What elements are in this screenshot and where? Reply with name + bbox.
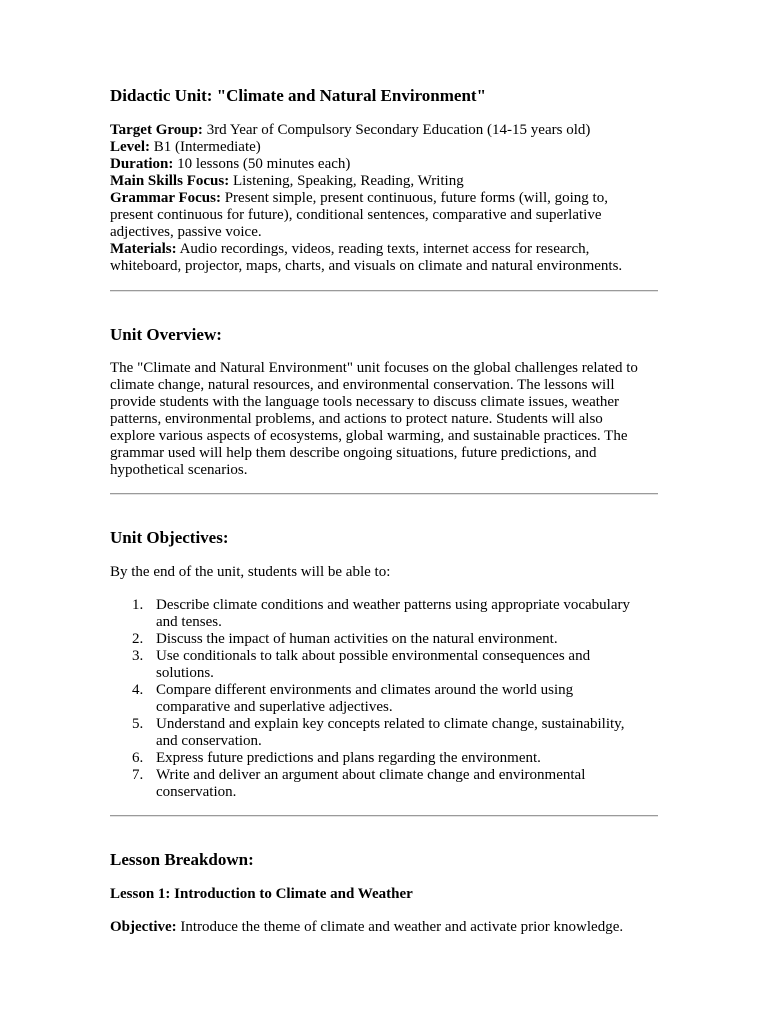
breakdown-heading: Lesson Breakdown: [110, 850, 254, 869]
meta-grammar-cont: adjectives, passive voice. [110, 224, 262, 240]
objective-text: Introduce the theme of climate and weather and activate prior knowledge. [180, 919, 624, 935]
list-item [110, 750, 658, 767]
meta-label: Materials: [110, 241, 177, 257]
paragraph-line: provide students with the language tools necessary to discuss climate issues, weather [110, 394, 620, 410]
list-item-text: and conservation. [156, 733, 262, 749]
list-item-text: Compare different environments and climates around the world using [156, 682, 574, 698]
meta-grammar [110, 190, 608, 207]
list-number: 3. [132, 648, 144, 664]
paragraph-line: patterns, environmental problems, and actions to protect nature. Students will also [110, 411, 603, 427]
list-item-text: solutions. [156, 665, 214, 681]
meta-level [110, 139, 261, 156]
paragraph-line: grammar used will help them describe ongoing situations, future predictions, and [110, 445, 597, 461]
section-divider [110, 493, 658, 495]
objectives-intro: By the end of the unit, students will be able to: [110, 564, 391, 580]
lesson-objective [110, 919, 623, 936]
meta-value: B1 (Intermediate) [153, 139, 261, 155]
paragraph-line: climate change, natural resources, and environmental conservation. The lessons will [110, 377, 615, 393]
list-item-text: Understand and explain key concepts related to climate change, sustainability, [156, 716, 625, 732]
meta-label: Grammar Focus: [110, 190, 221, 206]
list-item-text: Write and deliver an argument about climate change and environmental [156, 767, 586, 783]
list-number: 2. [132, 631, 144, 647]
meta-materials [110, 241, 589, 258]
list-number: 5. [132, 716, 144, 732]
objective-label: Objective: [110, 919, 177, 935]
list-item [110, 716, 658, 750]
meta-duration [110, 156, 350, 173]
list-item [110, 767, 658, 801]
meta-label: Main Skills Focus: [110, 173, 230, 189]
meta-label: Level: [110, 139, 150, 155]
meta-materials-cont: whiteboard, projector, maps, charts, and visuals on climate and natural environments. [110, 258, 623, 274]
paragraph-line: The "Climate and Natural Environment" unit focuses on the global challenges related to [110, 360, 638, 376]
list-item-text: Express future predictions and plans regarding the environment. [156, 750, 541, 766]
list-number: 7. [132, 767, 144, 783]
list-item-text: Use conditionals to talk about possible environmental consequences and [156, 648, 591, 664]
list-item-text: and tenses. [156, 614, 222, 630]
list-item-text: Discuss the impact of human activities on the natural environment. [156, 631, 558, 647]
list-number: 1. [132, 597, 144, 613]
meta-label: Target Group: [110, 122, 203, 138]
meta-target-group [110, 122, 590, 139]
objectives-list [110, 597, 658, 801]
list-item-text: conservation. [156, 784, 237, 800]
list-number: 4. [132, 682, 144, 698]
meta-value: Present simple, present continuous, future forms (will, going to, [224, 190, 608, 206]
meta-value: 10 lessons (50 minutes each) [177, 156, 351, 172]
document-title: Didactic Unit: "Climate and Natural Environment" [110, 86, 487, 105]
list-item [110, 631, 658, 648]
meta-label: Duration: [110, 156, 174, 172]
meta-value: Audio recordings, videos, reading texts, internet access for research, [179, 241, 590, 257]
meta-skills [110, 173, 464, 190]
list-item-text: comparative and superlative adjectives. [156, 699, 393, 715]
paragraph-line: hypothetical scenarios. [110, 462, 248, 478]
objectives-heading: Unit Objectives: [110, 528, 229, 547]
lesson-title: Lesson 1: Introduction to Climate and Weather [110, 886, 413, 902]
overview-paragraph [110, 360, 658, 479]
list-item [110, 682, 658, 716]
overview-heading: Unit Overview: [110, 325, 222, 344]
list-item-text: Describe climate conditions and weather patterns using appropriate vocabulary [156, 597, 630, 613]
paragraph-line: explore various aspects of ecosystems, global warming, and sustainable practices. The [110, 428, 628, 444]
meta-value: 3rd Year of Compulsory Secondary Education (14-15 years old) [206, 122, 591, 138]
meta-value: Listening, Speaking, Reading, Writing [232, 173, 464, 189]
meta-grammar-cont: present continuous for future), conditional sentences, comparative and superlative [110, 207, 602, 223]
section-divider [110, 815, 658, 817]
list-item [110, 597, 658, 631]
section-divider [110, 290, 658, 292]
list-item [110, 648, 658, 682]
list-number: 6. [132, 750, 144, 766]
